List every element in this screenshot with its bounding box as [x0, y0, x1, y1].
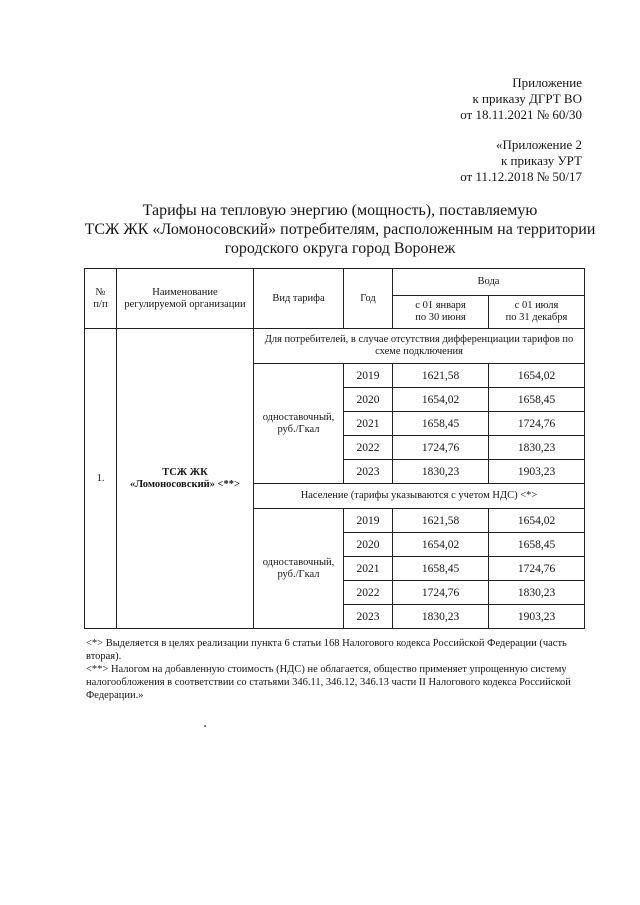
table-header-row: [85, 269, 585, 296]
year-cell: 2020: [344, 388, 393, 412]
year-cell: 2022: [344, 436, 393, 460]
year-cell: 2019: [344, 509, 393, 533]
tariff-cell: 1621,58: [393, 509, 489, 533]
appendix-header-line: Приложение: [512, 75, 582, 90]
tariff-cell: 1903,23: [489, 460, 585, 484]
organization-name: ТСЖ ЖК «Ломоносовский» <**>: [117, 329, 254, 629]
section-caption: Для потребителей, в случае отсутствия дифференциации тарифов по схеме подключения: [254, 329, 585, 364]
tariff-cell: 1654,02: [393, 533, 489, 557]
tariff-table: [84, 268, 585, 629]
document-title: [60, 201, 620, 258]
tariff-kind: одноставочный, руб./Гкал: [254, 509, 344, 629]
tariff-cell: 1830,23: [393, 605, 489, 629]
year-cell: 2021: [344, 557, 393, 581]
appendix-header-line: к приказу ДГРТ ВО: [472, 91, 582, 106]
year-cell: 2021: [344, 412, 393, 436]
title-line: Тарифы на тепловую энергию (мощность), поставляемую: [142, 202, 538, 219]
header-tariff-kind: Вид тарифа: [254, 269, 344, 329]
year-cell: 2023: [344, 605, 393, 629]
footnote-vat: <*> Выделяется в целях реализации пункта 6 статьи 168 Налогового кодекса Российской Федерации (часть вторая).: [86, 638, 567, 662]
tariff-kind: одноставочный, руб./Гкал: [254, 364, 344, 484]
tariff-cell: 1658,45: [489, 533, 585, 557]
tariff-cell: 1654,02: [393, 388, 489, 412]
tariff-cell: 1724,76: [393, 436, 489, 460]
header-year: Год: [344, 269, 393, 329]
appendix-header: [460, 75, 582, 123]
year-cell: 2022: [344, 581, 393, 605]
appendix-header-line: от 18.11.2021 № 60/30: [460, 107, 582, 122]
tariff-cell: 1903,23: [489, 605, 585, 629]
year-cell: 2023: [344, 460, 393, 484]
appendix-header-line: «Приложение 2: [495, 137, 582, 152]
tariff-cell: 1658,45: [393, 557, 489, 581]
appendix-header-line: от 11.12.2018 № 50/17: [460, 169, 582, 184]
item-number: 1.: [85, 329, 117, 629]
tariff-cell: 1830,23: [393, 460, 489, 484]
footnote-tax-system: <**> Налогом на добавленную стоимость (НДС) не облагается, общество применяет упрощенную систему налогообложения в соответствии со статьями 346.11, 346.12, 346.13 части II Налогового кодекса Российской Федерации.»: [86, 664, 571, 701]
tariff-cell: 1724,76: [393, 581, 489, 605]
year-cell: 2019: [344, 364, 393, 388]
tariff-cell: 1830,23: [489, 581, 585, 605]
tariff-cell: 1830,23: [489, 436, 585, 460]
tariff-cell: 1654,02: [489, 364, 585, 388]
section-caption-row: [85, 329, 585, 364]
tariff-cell: 1724,76: [489, 557, 585, 581]
appendix-header-line: к приказу УРТ: [500, 153, 582, 168]
appendix-header-previous: [460, 137, 582, 185]
tariff-cell: 1654,02: [489, 509, 585, 533]
header-organization: Наименование регулируемой организации: [117, 269, 254, 329]
header-period-first-half: с 01 января по 30 июня: [393, 296, 489, 329]
tariff-cell: 1658,45: [489, 388, 585, 412]
tariff-cell: 1658,45: [393, 412, 489, 436]
header-period-second-half: с 01 июля по 31 декабря: [489, 296, 585, 329]
tariff-cell: 1621,58: [393, 364, 489, 388]
section-caption: Население (тарифы указываются с учетом НДС) <*>: [254, 484, 585, 509]
title-line: ТСЖ ЖК «Ломоносовский» потребителям, расположенным на территории: [84, 221, 596, 238]
header-water: Вода: [393, 269, 585, 296]
scan-speck: [204, 725, 206, 727]
title-line: городского округа город Воронеж: [224, 240, 456, 257]
header-number: № п/п: [85, 269, 117, 329]
year-cell: 2020: [344, 533, 393, 557]
tariff-cell: 1724,76: [489, 412, 585, 436]
